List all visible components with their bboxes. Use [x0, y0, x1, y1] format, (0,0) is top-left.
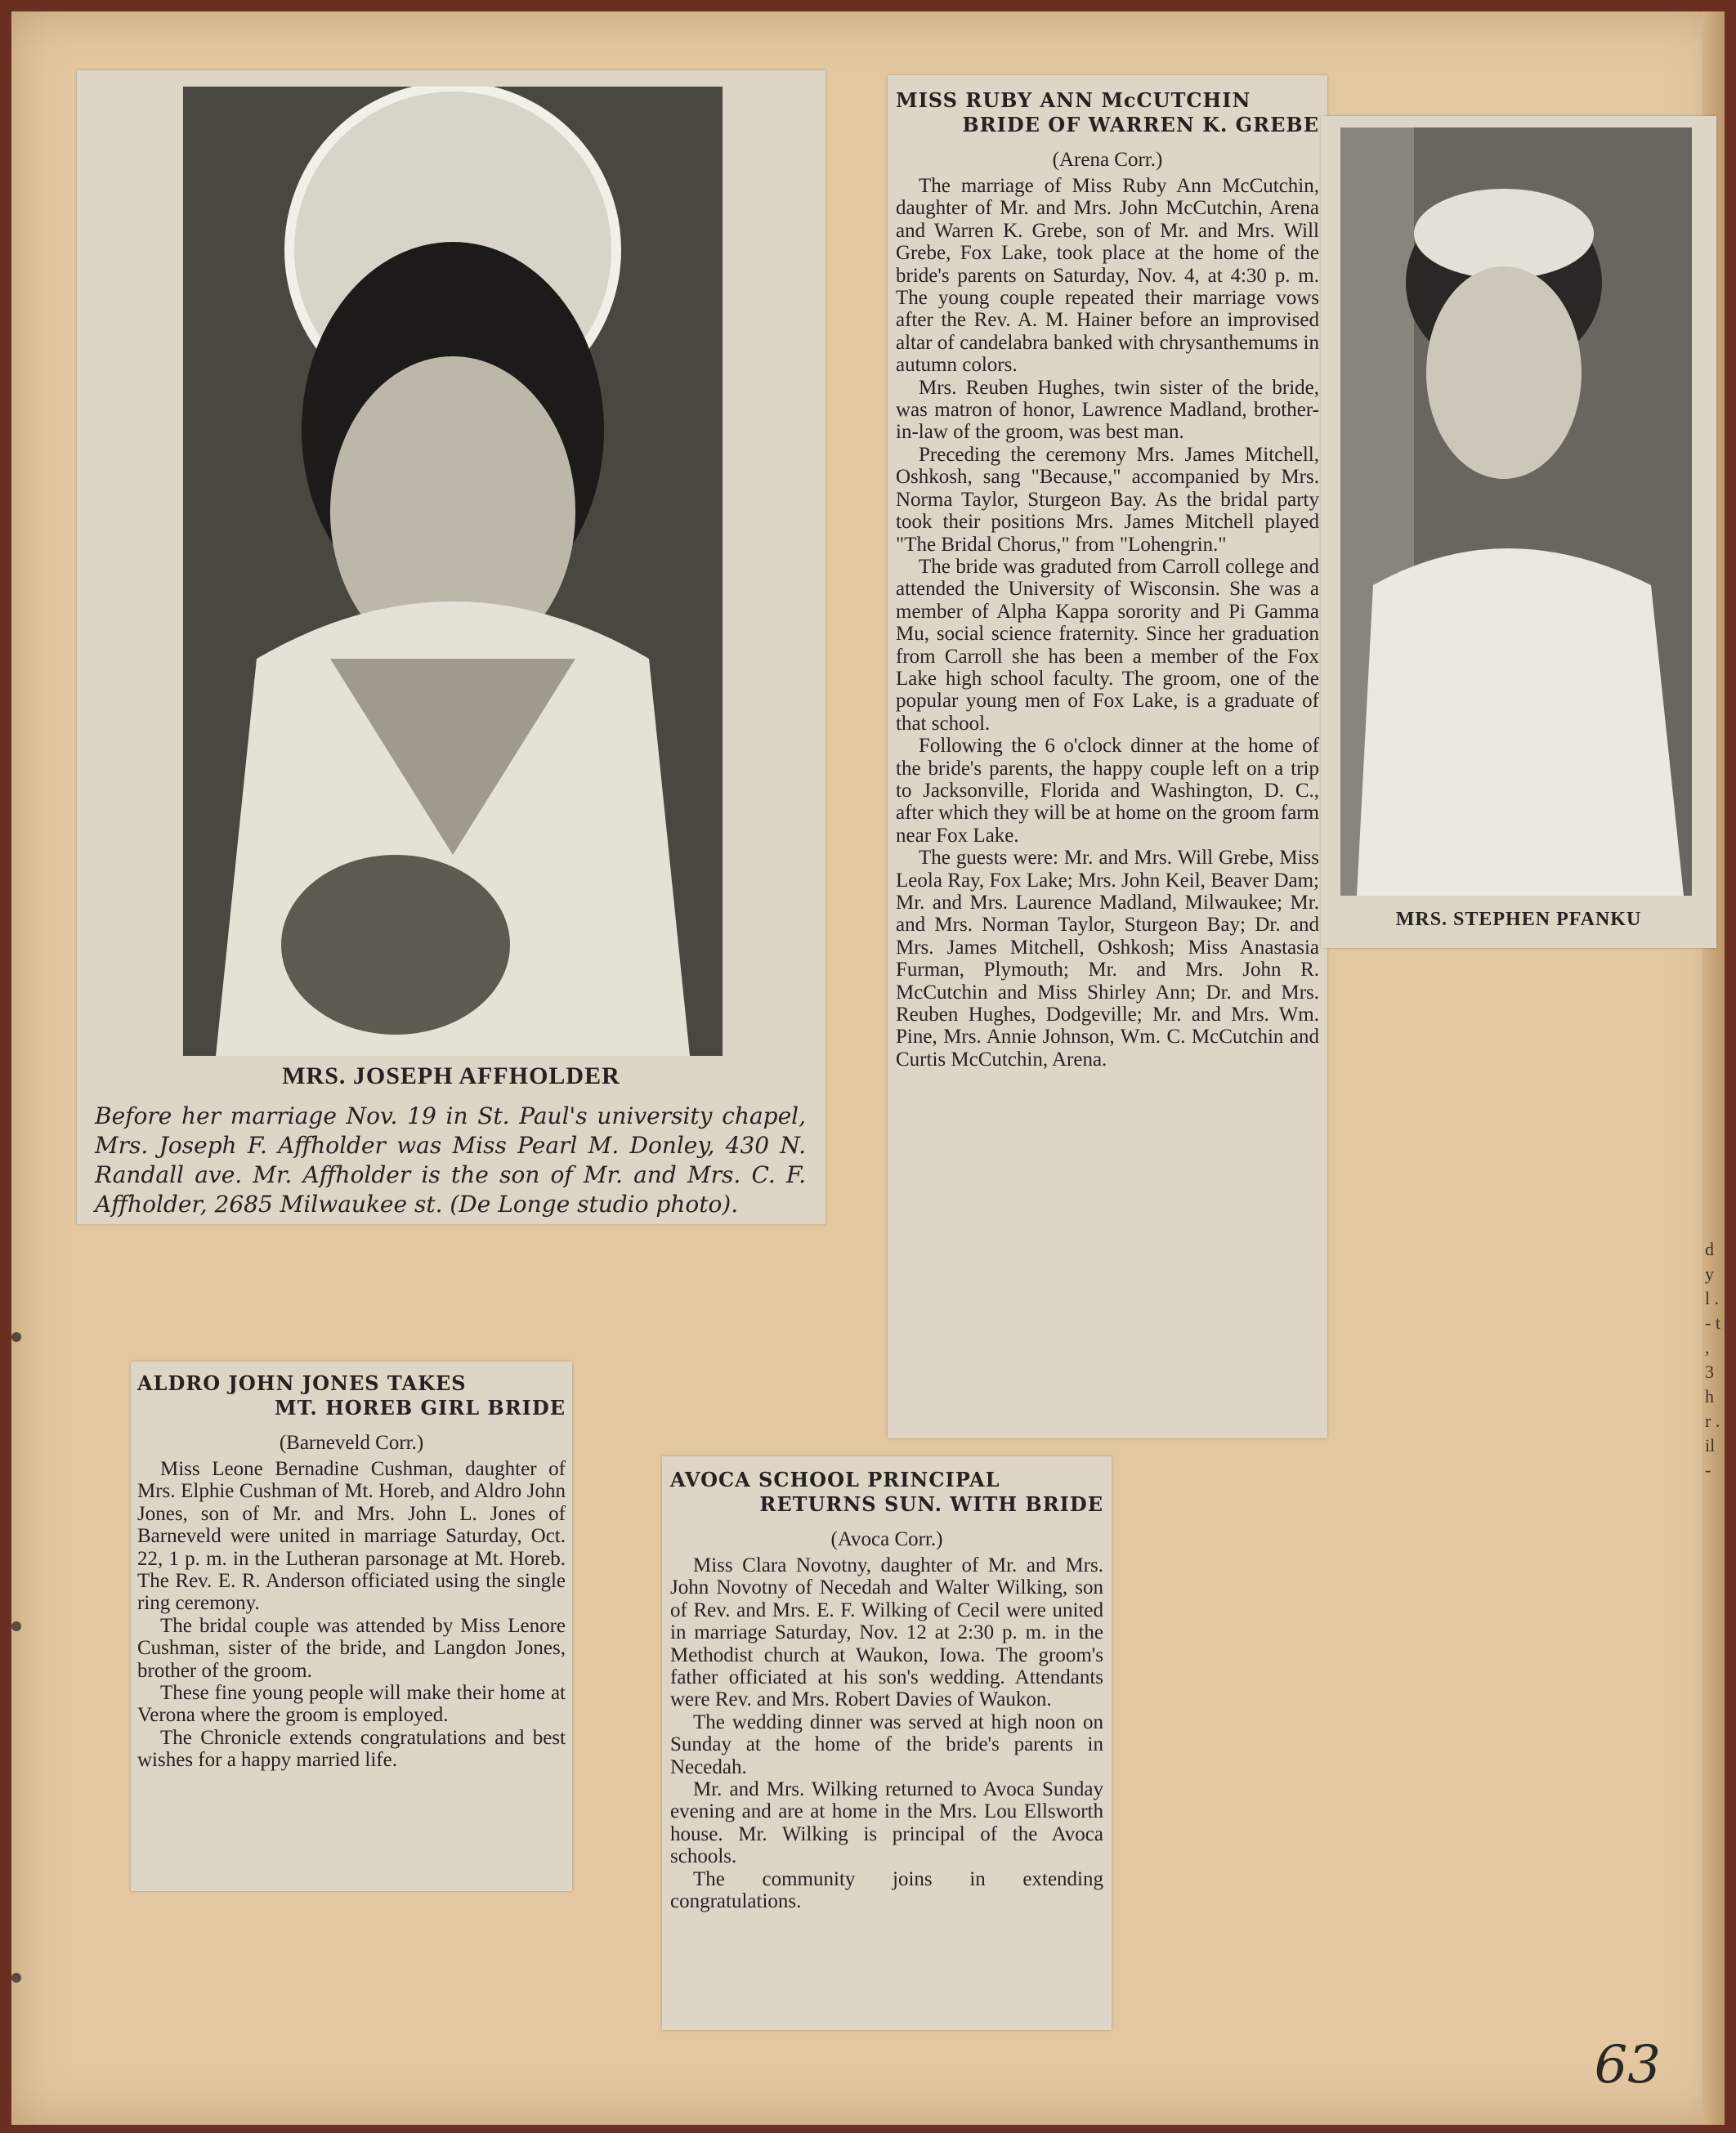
portrait-photo [183, 87, 723, 1056]
article-paragraph: The community joins in extending congratulations. [670, 1867, 1103, 1913]
article-paragraph: Preceding the ceremony Mrs. James Mitchell, Oshkosh, sang "Because," accompanied by Mrs. Norma Taylor, Sturgeon Bay. As the bridal party took their positions Mrs. James Mitchell played "The Bridal Chorus," from "Lohengrin." [896, 443, 1319, 556]
headline-line-1: AVOCA SCHOOL PRINCIPAL [670, 1468, 1000, 1491]
clipping-mccutchin-grebe [888, 75, 1327, 1438]
article-paragraph: These fine young people will make their home at Verona where the groom is employed. [137, 1682, 566, 1727]
photo-caption-title: MRS. STEPHEN PFANKU [1395, 909, 1642, 930]
adjacent-page-text-fragment: d y l . - t , 3 h r . il - [1705, 1239, 1720, 1480]
article-paragraph: Miss Leone Bernadine Cushman, daughter of Mrs. Elphie Cushman of Mt. Horeb, and Aldro John Jones, son of Mr. and Mrs. John L. Jones of Barneveld were united in marriage Saturday, Oct. 22, 1 p. m. in the Lutheran parsonage at Mt. Horeb. The Rev. E. R. Anderson officiated using the single ring ceremony. [137, 1458, 566, 1615]
headline-line-2: RETURNS SUN. WITH BRIDE [759, 1492, 1103, 1516]
headline-line-2: MT. HOREB GIRL BRIDE [275, 1396, 566, 1420]
article-paragraph: The bride was graduted from Carroll college and attended the University of Wisconsin. She was a member of Alpha Kappa sorority and Pi Gamma Mu, social science fraternity. Since her graduation from Carroll she has been a member of the Fox Lake high school faculty. The groom, one of the popular young men of Fox Lake, is a graduate of that school. [896, 555, 1319, 735]
clipping-pfanku [1321, 116, 1716, 948]
article-paragraph: Mr. and Mrs. Wilking returned to Avoca Sunday evening and are at home in the Mrs. Lou Ellsworth house. Mr. Wilking is principal of the Avoca schools. [670, 1778, 1103, 1868]
photo-caption-text: Before her marriage Nov. 19 in St. Paul's university chapel, Mrs. Joseph F. Affholder was Miss Pearl M. Donley, 430 N. Randall ave. Mr. Affholder is the son of Mr. and Mrs. C. F. Affholder, 2685 Milwaukee st. (De Longe studio photo). [95, 1102, 806, 1218]
article-paragraph: The guests were: Mr. and Mrs. Will Grebe, Miss Leola Ray, Fox Lake; Mrs. John Keil, Beaver Dam; Mr. and Mrs. Laurence Madland, Milwaukee; Mr. and Mrs. Norman Taylor, Sturgeon Bay; Dr. and Mrs. James Mitchell, Oshkosh; Miss Anastasia Furman, Plymouth; Mr. and Mrs. John R. McCutchin and Miss Shirley Ann; Dr. and Mrs. Reuben Hughes, Dodgeville; Mr. and Mrs. Wm. Pine, Mrs. Annie Johnson, Wm. C. McCutchin and Curtis McCutchin, Arena. [896, 847, 1319, 1071]
article-paragraph: The marriage of Miss Ruby Ann McCutchin, daughter of Mr. and Mrs. John McCutchin, Arena and Warren K. Grebe, son of Mr. and Mrs. Will Grebe, Fox Lake, took place at the home of the bride's parents on Saturday, Nov. 4, at 4:30 p. m. The young couple repeated their marriage vows after the Rev. A. M. Hainer before an improvised altar of candelabra banked with chrysanthemums in autumn colors. [896, 175, 1319, 377]
headline-line-2: BRIDE OF WARREN K. GREBE [962, 113, 1319, 136]
correspondent-line: (Avoca Corr.) [830, 1528, 943, 1550]
article-paragraph: Following the 6 o'clock dinner at the home of the bride's parents, the happy couple left on a trip to Jacksonville, Florida and Washington, D. C., after which they will be at home on the groom farm near Fox Lake. [896, 735, 1319, 847]
scrapbook-page [11, 11, 1725, 2125]
headline-line-1: ALDRO JOHN JONES TAKES [137, 1371, 467, 1395]
clipping-jones-cushman [131, 1362, 572, 1891]
article-body [670, 1554, 1103, 1913]
article-body [896, 175, 1319, 1071]
article-body [137, 1458, 566, 1772]
binding-hole [11, 1973, 21, 1983]
article-paragraph: The bridal couple was attended by Miss Lenore Cushman, sister of the bride, and Langdon Jones, brother of the groom. [137, 1614, 566, 1682]
article-paragraph: Miss Clara Novotny, daughter of Mr. and Mrs. John Novotny of Necedah and Walter Wilking, son of Rev. and Mrs. E. F. Wilking of Cecil were united in marriage Saturday, Nov. 12 at 2:30 p. m. in the Methodist church at Waukon, Iowa. The groom's father officiated at his son's wedding. Attendants were Rev. and Mrs. Robert Davies of Waukon. [670, 1554, 1103, 1711]
article-paragraph: The wedding dinner was served at high noon on Sunday at the home of the bride's parents in Necedah. [670, 1710, 1103, 1778]
correspondent-line: (Arena Corr.) [1052, 149, 1163, 171]
binding-hole [11, 1621, 21, 1631]
page-number: 63 [1594, 2035, 1661, 2095]
correspondent-line: (Barneveld Corr.) [279, 1432, 424, 1454]
bride-portrait-photo [1340, 127, 1692, 896]
photo-caption-title: MRS. JOSEPH AFFHOLDER [282, 1062, 620, 1089]
headline-line-1: MISS RUBY ANN McCUTCHIN [896, 88, 1251, 112]
binding-hole [11, 1332, 21, 1342]
clipping-avoca-wilking [662, 1456, 1112, 2030]
article-paragraph: Mrs. Reuben Hughes, twin sister of the bride, was matron of honor, Lawrence Madland, brother-in-law of the groom, was best man. [896, 376, 1319, 444]
clipping-affholder [77, 70, 825, 1224]
article-paragraph: The Chronicle extends congratulations and best wishes for a happy married life. [137, 1726, 566, 1772]
